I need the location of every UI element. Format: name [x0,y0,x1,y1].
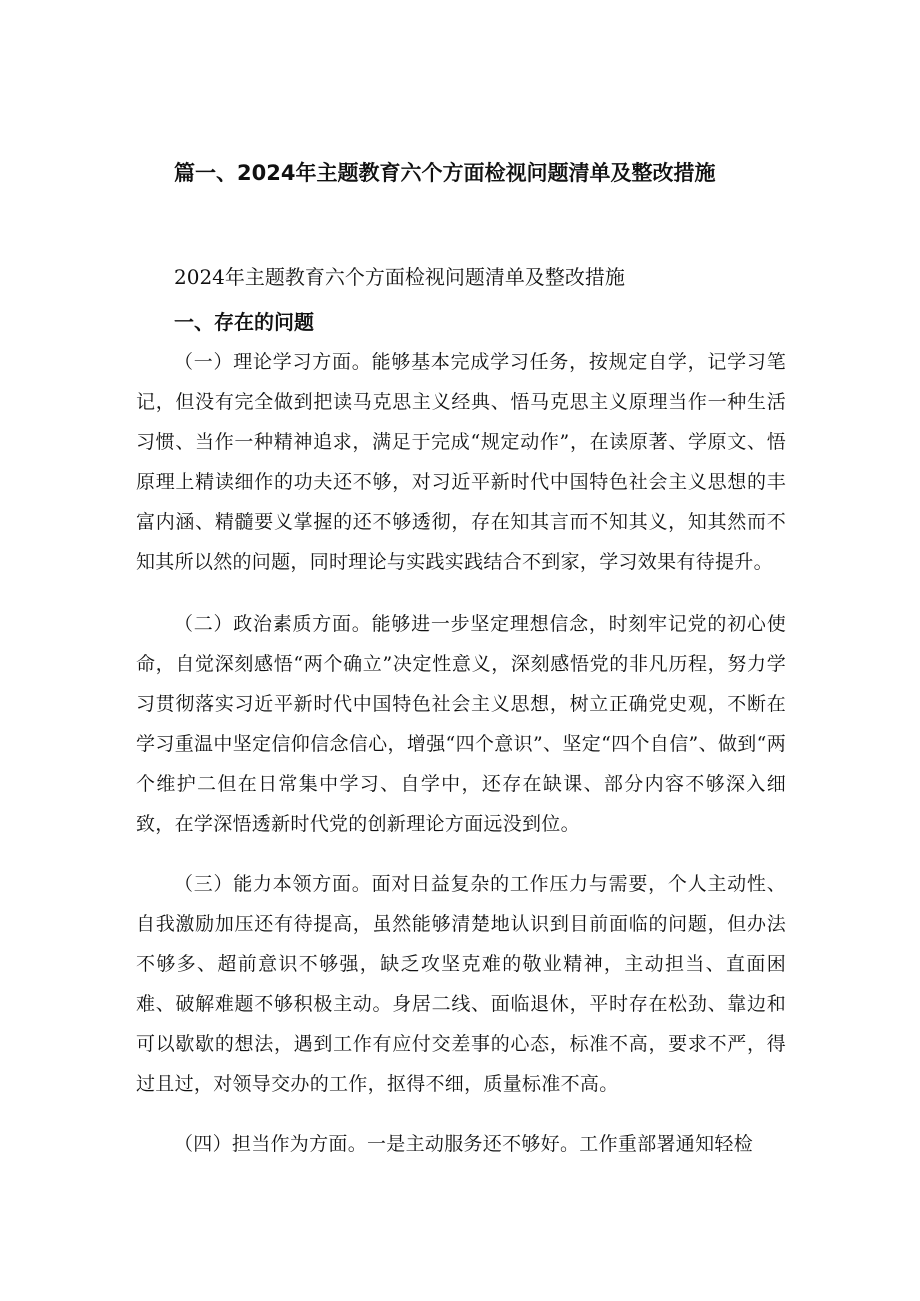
paragraph-theory-study: （一）理论学习方面。能够基本完成学习任务，按规定自学，记学习笔记，但没有完全做到把读马克思主义经典、悟马克思主义原理当作一种生活习惯、当作一种精神追求，满足于完成“规定动作”，在读原著、学原文、悟原理上精读细作的功夫还不够，对习近平新时代中国特色社会主义思想的丰富内涵、精髓要义掌握的还不够透彻，存在知其言而不知其义，知其然而不知其所以然的问题，同时理论与实践实践结合不到家，学习效果有待提升。 [136,351,786,573]
document-subtitle: 2024年主题教育六个方面检视问题清单及整改措施 [174,265,625,289]
document-title: 篇一、2024年主题教育六个方面检视问题清单及整改措施 [174,161,716,185]
paragraph-ability: （三）能力本领方面。面对日益复杂的工作压力与需要，个人主动性、自我激励加压还有待提高，虽然能够清楚地认识到目前面临的问题，但办法不够多、超前意识不够强，缺乏攻坚克难的敬业精神，主动担当、直面困难、破解难题不够积极主动。身居二线、面临退休，平时存在松劲、靠边和可以歇歇的想法，遇到工作有应付交差事的心态，标准不高，要求不严，得过且过，对领导交办的工作，抠得不细，质量标准不高。 [136,873,786,1095]
paragraph-responsibility: （四）担当作为方面。一是主动服务还不够好。工作重部署通知轻检 [174,1133,754,1155]
paragraph-political-quality: （二）政治素质方面。能够进一步坚定理想信念，时刻牢记党的初心使命，自觉深刻感悟“两个确立”决定性意义，深刻感悟党的非凡历程，努力学习贯彻落实习近平新时代中国特色社会主义思想，树立正确党史观，不断在学习重温中坚定信仰信念信心，增强“四个意识”、坚定“四个自信”、做到“两个维护二但在日常集中学习、自学中，还存在缺课、部分内容不够深入细致，在学深悟透新时代党的创新理论方面远没到位。 [136,613,786,835]
section-heading: 一、存在的问题 [174,310,314,334]
